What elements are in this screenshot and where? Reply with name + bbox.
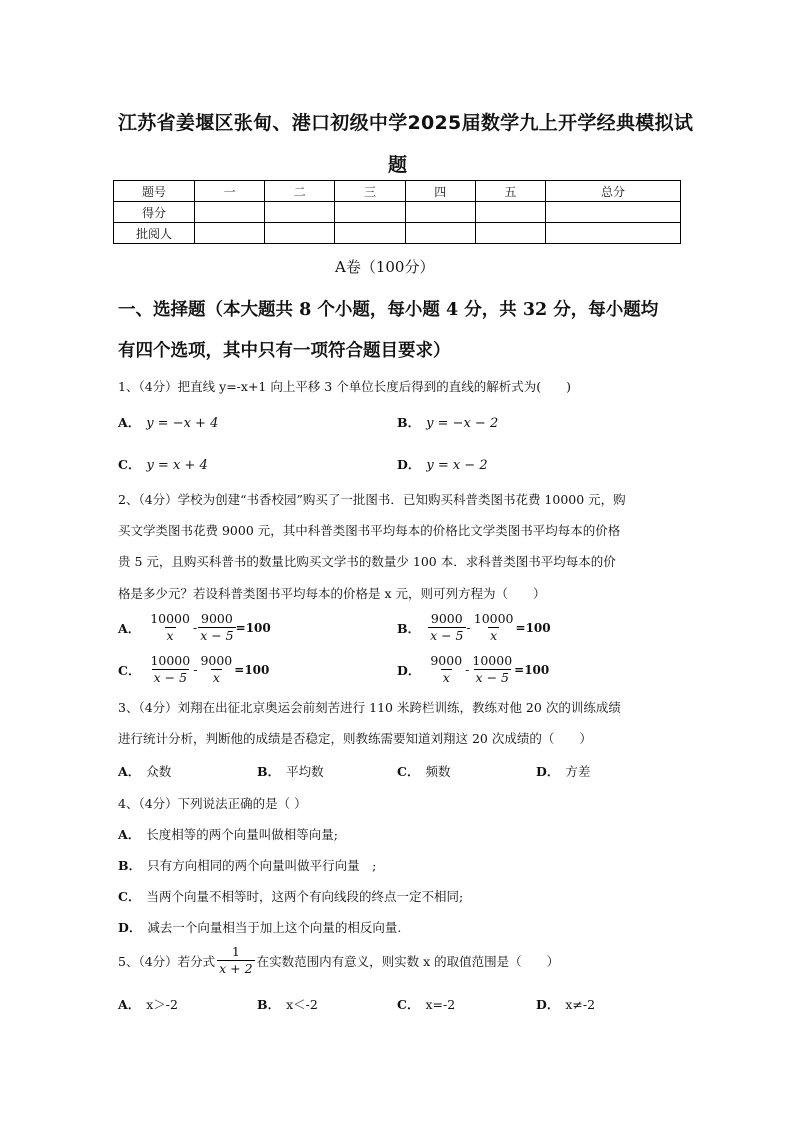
- option-label: D．: [397, 662, 421, 678]
- section-heading-line2: 有四个选项，其中只有一项符合题目要求）: [118, 341, 451, 361]
- option-label: B．: [118, 858, 142, 873]
- numerator: 1: [231, 944, 240, 959]
- option-text: x＜-2: [286, 997, 318, 1012]
- option-text: 当两个向量不相等时，这两个有向线段的终点一定不相同;: [146, 889, 464, 904]
- denominator: x: [166, 628, 174, 643]
- equation-rhs: =100: [235, 620, 271, 635]
- fraction: [198, 611, 235, 644]
- question-1-stem: 1、（4分）把直线 y=-x+1 向上平移 3 个单位长度后得到的直线的解析式为( ): [118, 379, 571, 394]
- question-2-line: 2、（4分）学校为创建“书香校园”购买了一批图书．已知购买科普类图书花费 10000 元，购: [118, 492, 626, 507]
- option-label: D．: [397, 457, 421, 472]
- question-3-option-b: [257, 762, 324, 780]
- question-2-option-d: [397, 653, 549, 686]
- score-table-cell: 得分: [114, 202, 195, 223]
- option-label: C．: [397, 764, 420, 779]
- option-text: 频数: [425, 764, 451, 779]
- numerator: 10000: [473, 611, 514, 626]
- equation-rhs: =100: [514, 662, 550, 677]
- option-label: C．: [397, 997, 420, 1012]
- option-text: y = x + 4: [146, 458, 208, 473]
- question-5-option-d: [536, 995, 595, 1013]
- denominator: x: [442, 670, 450, 685]
- score-table-cell: [335, 223, 405, 244]
- score-table-cell: [195, 202, 265, 223]
- numerator: 9000: [430, 611, 463, 626]
- question-5-option-c: [397, 995, 455, 1013]
- question-4-option-a: [118, 825, 338, 843]
- option-label: C．: [118, 662, 141, 678]
- question-2-option-b: [397, 611, 551, 644]
- score-table-cell: [546, 202, 681, 223]
- numerator: 10000: [472, 653, 513, 668]
- question-5-option-b: [257, 995, 318, 1013]
- option-label: B．: [397, 620, 421, 636]
- score-table: [113, 180, 681, 244]
- question-1-option-c: [118, 455, 208, 473]
- option-text: y = x − 2: [426, 458, 488, 473]
- question-3-option-c: [397, 762, 450, 780]
- numerator: 9000: [200, 653, 233, 668]
- question-1-option-a: [118, 413, 218, 431]
- question-2-option-a: [118, 611, 271, 644]
- denominator: x: [490, 628, 498, 643]
- option-label: A．: [118, 415, 141, 430]
- score-table-cell: [475, 223, 545, 244]
- denominator: x − 5: [430, 628, 464, 643]
- option-label: B．: [257, 764, 281, 779]
- question-5-prefix: 5、（4分）若分式: [118, 953, 216, 969]
- option-label: B．: [257, 997, 281, 1012]
- equation-rhs: =100: [515, 620, 551, 635]
- score-table-row: [114, 202, 681, 223]
- score-table-cell: [475, 202, 545, 223]
- option-text: x≠-2: [565, 997, 596, 1012]
- equation-rhs: =100: [234, 662, 270, 677]
- option-label: A．: [118, 764, 141, 779]
- option-text: 众数: [146, 764, 172, 779]
- score-table-cell: 总分: [546, 181, 681, 202]
- score-table-cell: 批阅人: [114, 223, 195, 244]
- score-table-cell: 二: [265, 181, 335, 202]
- score-table-cell: 五: [475, 181, 545, 202]
- score-table-cell: 一: [195, 181, 265, 202]
- question-1-option-d: [397, 455, 488, 473]
- score-table-cell: [265, 223, 335, 244]
- option-text: 减去一个向量相当于加上这个向量的相反向量.: [147, 920, 402, 935]
- question-1-option-b: [397, 413, 498, 431]
- question-3-option-d: [536, 762, 590, 780]
- option-text: 平均数: [286, 764, 324, 779]
- score-table-cell: [335, 202, 405, 223]
- option-text: 方差: [565, 764, 591, 779]
- option-text: y = −x + 4: [146, 416, 219, 431]
- question-2-line: 买文学类图书花费 9000 元，其中科普类图书平均每本的价格比文学类图书平均每本的价格: [118, 523, 621, 538]
- question-2-option-c: [118, 653, 269, 686]
- question-4-option-b: [118, 856, 376, 874]
- option-text: x=-2: [425, 997, 456, 1012]
- fraction: [148, 611, 192, 644]
- fraction: [472, 611, 516, 644]
- question-4-option-d: [118, 918, 401, 936]
- option-label: C．: [118, 889, 141, 904]
- fraction: [470, 653, 514, 686]
- fraction: [217, 944, 254, 977]
- option-text: x＞-2: [146, 997, 178, 1012]
- denominator: x − 5: [475, 670, 509, 685]
- fraction: [198, 653, 234, 686]
- score-table-cell: [405, 223, 475, 244]
- option-label: D．: [536, 764, 560, 779]
- score-table-cell: 三: [335, 181, 405, 202]
- question-5-suffix: 在实数范围内有意义，则实数 x 的取值范围是（ ）: [256, 953, 560, 969]
- option-label: D．: [536, 997, 560, 1012]
- minus-sign: -: [465, 662, 470, 677]
- minus-sign: -: [193, 662, 198, 677]
- question-3-line: 进行统计分析，判断他的成绩是否稳定，则教练需要知道刘翔这 20 次成绩的（ ）: [118, 731, 592, 746]
- question-5-option-a: [118, 995, 178, 1013]
- fraction: [428, 611, 465, 644]
- option-text: y = −x − 2: [426, 416, 499, 431]
- question-5-stem: [118, 944, 559, 977]
- numerator: 9000: [201, 611, 233, 626]
- fraction: [428, 653, 464, 686]
- section-heading-line1: 一、选择题（本大题共 8 个小题，每小题 4 分，共 32 分，每小题均: [118, 300, 659, 320]
- doc-title-line1: 江苏省姜堰区张甸、港口初级中学2025届数学九上开学经典模拟试: [118, 112, 694, 134]
- question-4-option-c: [118, 887, 463, 905]
- score-table-row: [114, 223, 681, 244]
- option-text: 只有方向相同的两个向量叫做平行向量 ;: [147, 858, 377, 873]
- option-text: 长度相等的两个向量叫做相等向量;: [146, 827, 338, 842]
- numerator: 10000: [150, 653, 191, 668]
- denominator: x: [212, 670, 220, 685]
- option-label: D．: [118, 920, 142, 935]
- question-4-stem: 4、（4分）下列说法正确的是（ ）: [118, 796, 307, 811]
- option-label: B．: [397, 415, 421, 430]
- score-table-cell: 题号: [114, 181, 195, 202]
- question-2-line: 格是多少元？若设科普类图书平均每本的价格是 x 元，则可列方程为（ ）: [118, 586, 546, 601]
- score-table-cell: [265, 202, 335, 223]
- minus-sign: -: [466, 620, 471, 635]
- question-2-line: 贵 5 元，且购买科普书的数量比购买文学书的数量少 100 本．求科普类图书平均每本的价: [118, 554, 616, 569]
- score-table-cell: 四: [405, 181, 475, 202]
- option-label: A．: [118, 997, 141, 1012]
- numerator: 10000: [150, 611, 190, 626]
- minus-sign: -: [192, 620, 198, 635]
- score-table-header-row: [114, 181, 681, 202]
- denominator: x − 5: [200, 628, 234, 643]
- question-3-line: 3、（4分）刘翔在出征北京奥运会前刻苦进行 110 米跨栏训练，教练对他 20 次的训练成绩: [118, 700, 621, 715]
- numerator: 9000: [430, 653, 463, 668]
- option-label: A．: [118, 620, 141, 636]
- doc-title-line2: 题: [388, 154, 408, 176]
- part-title: A卷（100分）: [335, 258, 435, 276]
- question-3-option-a: [118, 762, 171, 780]
- option-label: A．: [118, 827, 141, 842]
- score-table-cell: [546, 223, 681, 244]
- score-table-cell: [195, 223, 265, 244]
- fraction: [148, 653, 192, 686]
- denominator: x + 2: [219, 961, 253, 976]
- score-table-cell: [405, 202, 475, 223]
- denominator: x − 5: [153, 670, 188, 685]
- option-label: C．: [118, 457, 141, 472]
